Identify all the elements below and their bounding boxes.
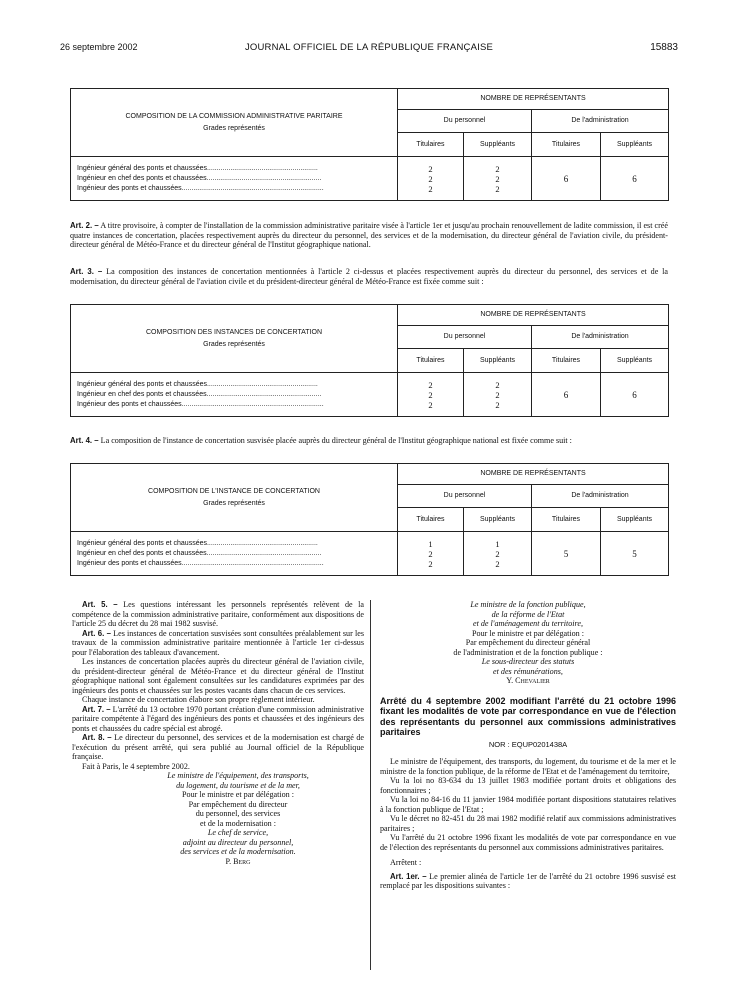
header-date: 26 septembre 2002 <box>60 42 138 52</box>
column-divider <box>370 600 371 970</box>
table-title: COMPOSITION DES INSTANCES DE CONCERTATION <box>145 328 323 336</box>
group-header: NOMBRE DE REPRÉSENTANTS <box>398 305 669 326</box>
sub-header-personnel: Du personnel <box>398 485 532 508</box>
composition-table-2 <box>70 304 669 417</box>
table-title-cell <box>71 89 398 157</box>
suppleants-personnel: 2 2 2 <box>464 373 532 417</box>
suppleants-administration: 6 <box>601 373 669 417</box>
paragraph: Vu le décret no 82-451 du 28 mai 1982 modifié relatif aux commissions administratives paritaires ; <box>380 814 676 833</box>
signature-line: et des rémunérations, <box>493 666 563 676</box>
row-labels: Ingénieur général des ponts et chaussées......................................................... Ingénieur en chef des ponts et chaussées........................................................... Ingénieur des ponts et chaussées......................................................................... <box>71 373 398 417</box>
signature-line: de la réforme de l'Etat <box>491 609 565 619</box>
sub-header-personnel: Du personnel <box>398 110 532 133</box>
group-header: NOMBRE DE REPRÉSENTANTS <box>398 89 669 110</box>
titulaires-administration: 6 <box>532 373 601 417</box>
signature-line: et de l'aménagement du territoire, <box>473 619 583 628</box>
col-header: Suppléants <box>601 508 669 532</box>
article-label: Art. 3. – <box>70 267 103 276</box>
paragraph: Vu l'arrêté du 21 octobre 1996 fixant les modalités de vote par correspondance en vue de l'élection des représentants du personnel aux commissions administratives paritaires. <box>380 833 676 852</box>
signature-delegation: Pour le ministre et par délégation : <box>472 628 584 638</box>
signatory-name: P. Berg <box>225 856 251 866</box>
article-6: Art. 6. – Les instances de concertation susvisées sont consultées préalablement sur les travaux de la commission administrative paritaire mentionnée à l'article 1er ci-dessus pour l'élaboration des tableaux d'avancement. <box>72 628 364 657</box>
signature-line: Par empêchement du directeur <box>188 799 288 809</box>
titulaires-administration: 5 <box>532 532 601 576</box>
article-label: Art. 2. – <box>70 221 99 230</box>
col-header: Titulaires <box>398 349 464 373</box>
signature-line: Par empêchement du directeur général <box>465 638 591 647</box>
row-labels: Ingénieur général des ponts et chaussées......................................................... Ingénieur en chef des ponts et chaussées........................................................... Ingénieur des ponts et chaussées......................................................................... <box>71 157 398 201</box>
article-7: Art. 7. – L'arrêté du 13 octobre 1970 portant création d'une commission administrative paritaire compétente à l'égard des ingénieurs des ponts et chaussées et des ingénieurs des ponts et chaussées du cadre spécial est abrogé. <box>72 704 364 733</box>
table-subtitle: Grades représentés <box>203 499 265 507</box>
col-header: Titulaires <box>532 349 601 373</box>
table-subtitle: Grades représentés <box>203 340 265 348</box>
right-column <box>380 600 676 891</box>
row-label: Ingénieur général des ponts et chaussées <box>77 539 207 547</box>
titulaires-personnel: 2 2 2 <box>398 373 464 417</box>
suppleants-administration: 6 <box>601 157 669 201</box>
nor-reference: NOR : EQUP0201438A <box>488 739 568 749</box>
signature-minister-line2: du logement, du tourisme et de la mer, <box>176 780 300 790</box>
article-text: La composition de l'instance de concertation susvisée placée auprès du directeur général de l'Institut géographique national est fixée comme suit : <box>100 436 572 445</box>
suppleants-personnel: 2 2 2 <box>464 157 532 201</box>
fait-a-paris: Fait à Paris, le 4 septembre 2002. <box>82 761 190 771</box>
composition-table-3 <box>70 463 669 576</box>
signature-line: de l'administration et de la fonction publique : <box>453 647 603 657</box>
table-subtitle: Grades représentés <box>203 124 265 132</box>
signature-line: et de la modernisation : <box>200 818 276 828</box>
signature-minister: Le ministre de l'équipement, des transports, <box>167 771 309 780</box>
signature-delegation: Pour le ministre et par délégation : <box>182 790 294 799</box>
col-header: Suppléants <box>464 349 532 373</box>
article-2 <box>70 221 668 250</box>
col-header: Suppléants <box>601 133 669 157</box>
row-label: Ingénieur général des ponts et chaussées <box>77 164 207 172</box>
sub-header-personnel: Du personnel <box>398 326 532 349</box>
signatory-name: Y. Chevalier <box>506 676 550 685</box>
row-label: Ingénieur en chef des ponts et chaussées <box>77 549 207 557</box>
suppleants-personnel: 1 2 2 <box>464 532 532 576</box>
table-title-cell <box>71 464 398 532</box>
table-title-cell <box>71 305 398 373</box>
sub-header-administration: De l'administration <box>532 485 669 508</box>
col-header: Titulaires <box>398 508 464 532</box>
paragraph: Vu la loi no 83-634 du 13 juillet 1983 modifiée portant droits et obligations des fonctionnaires ; <box>380 776 676 795</box>
signature-line: Le sous-directeur des statuts <box>481 657 575 666</box>
page-header <box>60 42 678 56</box>
signature-minister: Le ministre de la fonction publique, <box>470 600 586 609</box>
col-header: Suppléants <box>464 133 532 157</box>
row-label: Ingénieur général des ponts et chaussées <box>77 380 207 388</box>
col-header: Titulaires <box>398 133 464 157</box>
left-column <box>72 600 364 866</box>
article-4 <box>70 436 668 446</box>
article-5: Art. 5. – Les questions intéressant les personnels représentés relèvent de la compétence de la commission administrative paritaire, conformément aux dispositions de l'article 25 du décret du 28 mai 1982 susvisé. <box>72 600 364 628</box>
paragraph: Vu la loi no 84-16 du 11 janvier 1984 modifiée portant dispositions statutaires relatives à la fonction publique de l'Etat ; <box>380 795 676 814</box>
titulaires-administration: 6 <box>532 157 601 201</box>
table-title: COMPOSITION DE L'INSTANCE DE CONCERTATION <box>148 487 320 495</box>
sub-header-administration: De l'administration <box>532 110 669 133</box>
paragraph: Chaque instance de concertation élabore son propre règlement intérieur. <box>82 695 315 704</box>
signature-line: des services et de la modernisation. <box>180 847 296 856</box>
paragraph: Les instances de concertation placées auprès du directeur général de l'aviation civile, du président-directeur général de Météo-France et du directeur général de l'Institut géographique national sont également consultées sur les candidatures exprimées par des ingénieurs des ponts et chaussées sur les postes vacants dans chacun de ces services. <box>72 657 364 695</box>
signature-line: du personnel, des services <box>195 809 281 818</box>
sub-header-administration: De l'administration <box>532 326 669 349</box>
arretent: Arrêtent : <box>390 858 422 867</box>
journal-title: JOURNAL OFFICIEL DE LA RÉPUBLIQUE FRANÇAISE <box>244 42 494 53</box>
row-label: Ingénieur des ponts et chaussées <box>77 559 182 567</box>
titulaires-personnel: 2 2 2 <box>398 157 464 201</box>
signature-line: Le chef de service, <box>207 828 269 837</box>
col-header: Suppléants <box>601 349 669 373</box>
row-label: Ingénieur des ponts et chaussées <box>77 400 182 408</box>
suppleants-administration: 5 <box>601 532 669 576</box>
decree-title: Arrêté du 4 septembre 2002 modifiant l'arrêté du 21 octobre 1996 fixant les modalités de vote par correspondance en vue de l'élection des représentants du personnel aux commissions administratives paritaires <box>380 695 676 737</box>
row-label: Ingénieur des ponts et chaussées <box>77 184 182 192</box>
col-header: Titulaires <box>532 508 601 532</box>
article-1: Art. 1er. – Le premier alinéa de l'article 1er de l'arrêté du 21 octobre 1996 susvisé est remplacé par les dispositions suivantes : <box>380 871 676 890</box>
titulaires-personnel: 1 2 2 <box>398 532 464 576</box>
paragraph: Le ministre de l'équipement, des transports, du logement, du tourisme et de la mer et le ministre de la fonction publique, de la réforme de l'Etat et de l'aménagement du territoire, <box>380 757 676 776</box>
group-header: NOMBRE DE REPRÉSENTANTS <box>398 464 669 485</box>
article-label: Art. 4. – <box>70 436 99 445</box>
row-labels: Ingénieur général des ponts et chaussées......................................................... Ingénieur en chef des ponts et chaussées........................................................... Ingénieur des ponts et chaussées......................................................................... <box>71 532 398 576</box>
page-number: 15883 <box>650 42 678 53</box>
row-label: Ingénieur en chef des ponts et chaussées <box>77 390 207 398</box>
row-label: Ingénieur en chef des ponts et chaussées <box>77 174 207 182</box>
article-3 <box>70 267 668 286</box>
table-title: COMPOSITION DE LA COMMISSION ADMINISTRATIVE PARITAIRE <box>125 112 343 120</box>
article-text: A titre provisoire, à compter de l'installation de la commission administrative paritaire visée à l'article 1er et jusqu'au prochain renouvellement de ladite commission, il est créé quatre instances de concertation, placées respectivement auprès du directeur du personnel, des services et de la modernisation, du directeur général de l'aviation civile, du président-directeur général de Météo-France et du directeur général de l'Institut géographique national. <box>70 221 668 250</box>
signature-line: adjoint au directeur du personnel, <box>182 837 294 847</box>
col-header: Titulaires <box>532 133 601 157</box>
composition-table-1 <box>70 88 669 201</box>
article-8: Art. 8. – Le directeur du personnel, des services et de la modernisation est chargé de l'exécution du présent arrêté, qui sera publié au Journal officiel de la République française. <box>72 733 364 761</box>
article-text: La composition des instances de concertation mentionnées à l'article 2 ci-dessus et placées respectivement auprès du directeur du personnel, des services et de la modernisation, du directeur général de l'aviation civile et du président-directeur général de Météo-France est fixée comme suit : <box>70 267 668 286</box>
col-header: Suppléants <box>464 508 532 532</box>
